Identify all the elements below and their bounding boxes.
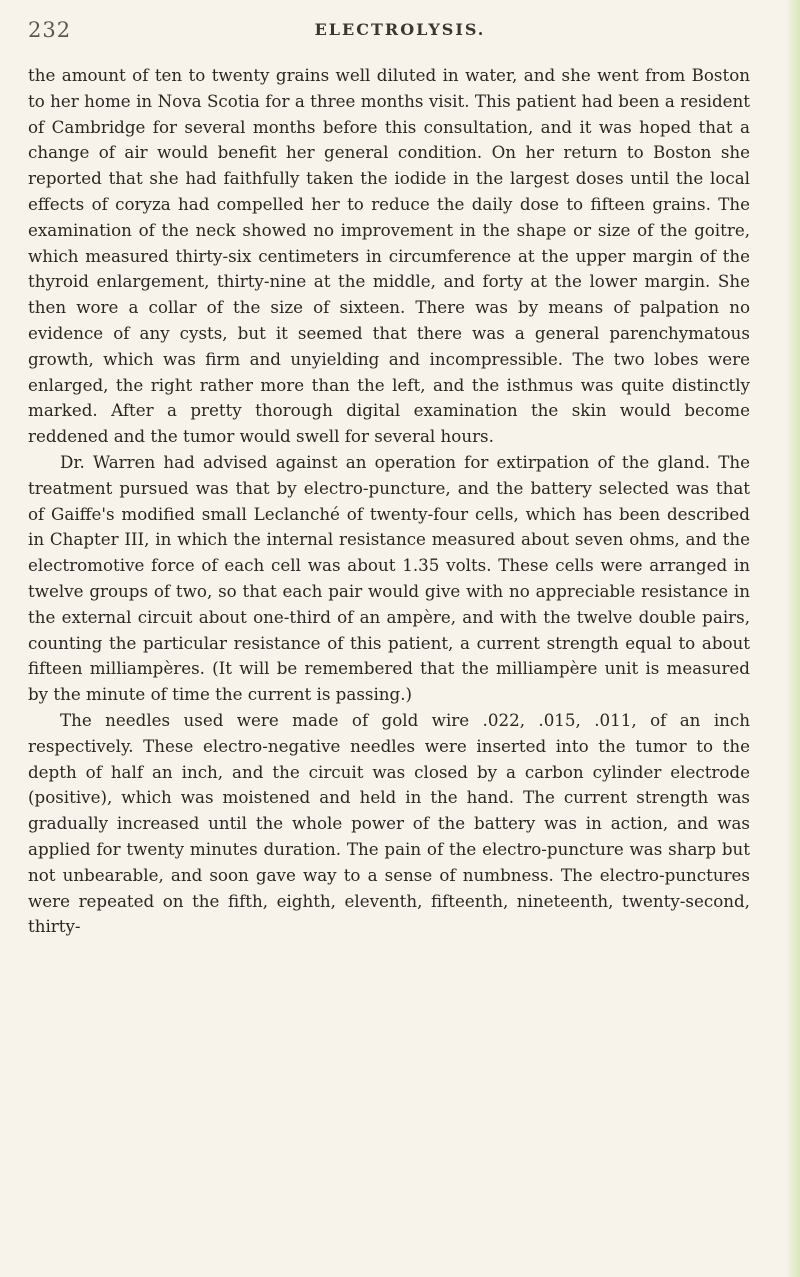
running-title: ELECTROLYSIS. <box>314 20 486 39</box>
paragraph-needles: The needles used were made of gold wire .022, .015, .011, of an inch respectively. These electro-negative needles were inserted into the tumor to the depth of half an inch, and the circuit was closed by a carbon cylinder electrode (positive), which was moistened and held in the hand. The current strength was gradually increased until the whole power of the battery was in action, and was applied for twenty minutes duration. The pain of the electro-puncture was sharp but not unbearable, and soon gave way to a sense of numbness. The electro-punctures were repeated on the fifth, eighth, eleventh, fifteenth, nineteenth, twenty-second, thirty- <box>28 709 750 937</box>
body-text <box>28 63 750 940</box>
page-number: 232 <box>28 18 72 42</box>
paragraph-treatment: Dr. Warren had advised against an operation for extirpation of the gland. The treatment pursued was that by electro-puncture, and the battery selected was that of Gaiffe's modified small Leclanché of twenty-four cells, which has been described in Chapter III, in which the internal resistance measured about seven ohms, and the electromotive force of each cell was about 1.35 volts. These cells were arranged in twelve groups of two, so that each pair would give with no appreciable resistance in the external circuit about one-third of an ampère, and with the twelve double pairs, counting the particular resistance of this patient, a current strength equal to about fifteen milliampères. (It will be remembered that the milliampère unit is measured by the minute of time the current is passing.) <box>28 451 750 705</box>
page-edge-shadow <box>786 0 800 1277</box>
paragraph-continuation: the amount of ten to twenty grains well diluted in water, and she went from Boston to her home in Nova Scotia for a three months visit. This patient had been a resident of Cambridge for several months before this consultation, and it was hoped that a change of air would benefit her general condition. On her return to Boston she reported that she had faithfully taken the iodide in the largest doses until the local effects of coryza had compelled her to reduce the daily dose to fifteen grains. The examination of the neck showed no improvement in the shape or size of the goitre, which measured thirty-six centimeters in circumference at the upper margin of the thyroid enlargement, thirty-nine at the middle, and forty at the lower margin. She then wore a collar of the size of sixteen. There was by means of palpation no evidence of any cysts, but it seemed that there was a general parenchymatous growth, which was firm and unyielding and incompressible. The two lobes were enlarged, the right rather more than the left, and the isthmus was quite distinctly marked. After a pretty thorough digital examination the skin would become reddened and the tumor would swell for several hours. <box>28 65 750 447</box>
